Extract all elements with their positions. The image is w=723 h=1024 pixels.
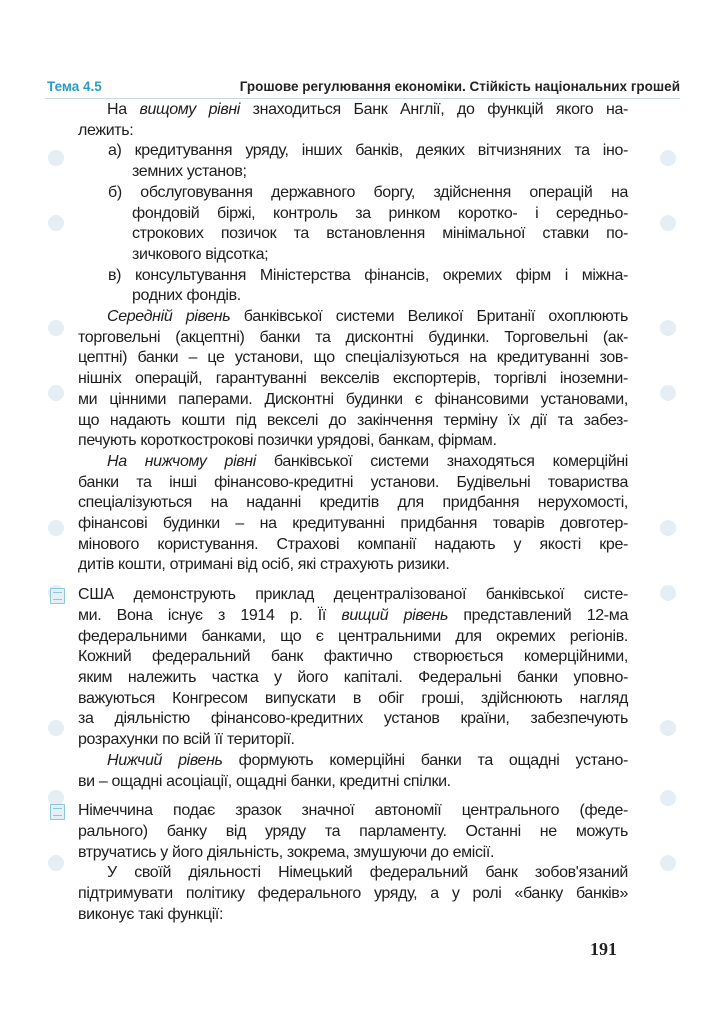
text-segment: втручатись у його діяльність, зокрема, змушуючи до емісії. [78,843,495,861]
text-segment: печують короткострокові позички урядові, банкам, фірмам. [78,432,497,450]
emphasis-term: Середній рівень [107,308,231,326]
body-text [78,100,628,925]
text-segment: представлений 12-ма [448,606,628,624]
text-segment: б) обслуговування державного боргу, здійснення операцій на [108,183,628,201]
text-segment: дитів кошти, отримані від осіб, які страхують ризики. [78,556,450,574]
watermark-logo-icon [48,385,64,401]
text-segment: Кожний федеральний банк фактично створюється комерційними, [78,648,628,666]
text-line [78,801,628,822]
text-segment: Німеччина подає зразок значної автономії центрального (феде- [78,802,628,820]
text-line [78,121,628,142]
text-segment: за діяльністю фінансово-кредитних установ країни, забезпечують [78,710,628,728]
text-segment: мінового користування. Страхові компанії надають у якості кре- [78,535,628,553]
text-line [78,162,628,183]
text-line [78,668,628,689]
text-segment: рального) банку від уряду та парламенту. Останні не можуть [78,822,628,840]
text-line [78,863,628,884]
watermark-logo-icon [660,320,676,336]
text-segment: підтримувати політику федерального уряду, а у ролі «банку банків» [78,885,628,903]
emphasis-term: На нижчому рівні [107,452,256,470]
watermark-logo-icon [660,720,676,736]
text-segment: банки та інші фінансово-кредитні установи. Будівельні товариства [78,473,628,491]
watermark-logo-icon [48,855,64,871]
watermark-logo-icon [660,215,676,231]
emphasis-term: вищому рівні [139,101,240,118]
text-segment: фондовій біржі, контроль за ринком коротко- і середньо- [132,204,628,222]
text-segment: банківської системи знаходяться комерційні [255,452,628,470]
emphasis-term: Нижчий рівень [107,751,223,769]
text-segment: а) кредитування уряду, інших банків, деяких вітчизняних та іно- [108,142,628,160]
text-segment: нішніх операцій, гарантуванні векселів експортерів, торгівлі іноземни- [78,370,628,388]
text-line [78,245,628,266]
text-line [78,843,628,864]
text-segment: ми. Вона існує з 1914 р. Її [78,606,342,624]
page-number: 191 [590,939,617,960]
watermark-logo-icon [660,855,676,871]
text-line [78,822,628,843]
text-line [78,473,628,494]
text-segment: формують комерційні банки та ощадні устано- [222,751,628,769]
text-line [78,266,628,287]
text-line [78,555,628,576]
text-line [78,141,628,162]
text-line [78,647,628,668]
text-segment: яким належить частка у його капіталі. Федеральні банки уповно- [78,668,628,686]
text-line [78,100,628,121]
text-line [78,585,628,606]
text-segment: важуються Конгресом випускати в обіг гроші, здійснюють нагляд [78,689,628,707]
notebook-icon [50,588,65,604]
watermark-logo-icon [48,520,64,536]
text-line [78,689,628,710]
text-segment: цептні) банки – це установи, що спеціалізуються на кредитуванні зов- [78,349,628,367]
text-segment: в) консультування Міністерства фінансів, окремих фірм і міжна- [108,266,628,284]
text-segment: строкових позичок та встановлення мінімальної ставки по- [132,225,628,243]
text-segment: На [107,101,140,118]
running-header-title: Грошове регулювання економіки. Стійкість національних грошей [239,79,680,94]
text-line [78,493,628,514]
text-segment: що надають кошти під векселі до закінчення терміну їх дії та забез- [78,411,628,429]
text-line [78,606,628,627]
text-segment: ви – ощадні асоціації, ощадні банки, кредитні спілки. [78,772,451,790]
text-line [78,286,628,307]
text-line [78,224,628,245]
text-segment: виконує такі функції: [78,905,224,923]
watermark-logo-icon [48,215,64,231]
text-line [78,905,628,926]
text-segment: розрахунки по всій її території. [78,731,295,749]
text-line [78,772,628,793]
watermark-logo-icon [48,320,64,336]
text-segment: лежить: [78,121,134,139]
watermark-logo-icon [660,150,676,166]
text-line [78,328,628,349]
text-line [78,535,628,556]
notebook-icon [50,804,65,820]
text-line [78,348,628,369]
text-line [78,730,628,751]
text-segment: торговельні (акцептні) банки та дисконтні будинки. Торговельні (ак- [78,328,628,346]
text-segment: фінансові будинки – на кредитуванні придбання товарів довготер- [78,515,628,533]
watermark-logo-icon [660,585,676,601]
text-segment: федеральними банками, що є центральними для окремих регіонів. [78,627,628,645]
text-line [78,751,628,772]
text-line [78,390,628,411]
text-segment: зичкового відсотка; [132,245,269,263]
watermark-logo-icon [660,520,676,536]
text-segment: США демонструють приклад децентралізованої банківської систе- [78,586,628,604]
text-line [78,514,628,535]
watermark-logo-icon [48,150,64,166]
text-line [78,627,628,648]
text-line [78,452,628,473]
text-line [78,369,628,390]
watermark-logo-icon [660,385,676,401]
topic-label: Тема 4.5 [47,79,102,94]
emphasis-term: вищий рівень [341,606,449,624]
header-divider [45,98,680,99]
text-line [78,411,628,432]
text-segment: знаходиться Банк Англії, до функцій якого на- [239,101,628,118]
text-line [78,709,628,730]
text-line [78,183,628,204]
text-segment: спеціалізуються на наданні кредитів для придбання нерухомості, [78,494,628,512]
text-segment: земних установ; [132,163,247,181]
text-segment: ми цінними паперами. Дисконтні будинки є фінансовими установами, [78,390,628,408]
text-line [78,884,628,905]
watermark-logo-icon [48,720,64,736]
text-segment: родних фондів. [132,287,241,305]
text-segment: банківської системи Великої Британії охоплюють [230,308,628,326]
text-segment: У своїй діяльності Німецький федеральний банк зобов'язаний [107,864,628,882]
text-line [78,204,628,225]
text-line [78,431,628,452]
text-line [78,307,628,328]
watermark-logo-icon [660,790,676,806]
